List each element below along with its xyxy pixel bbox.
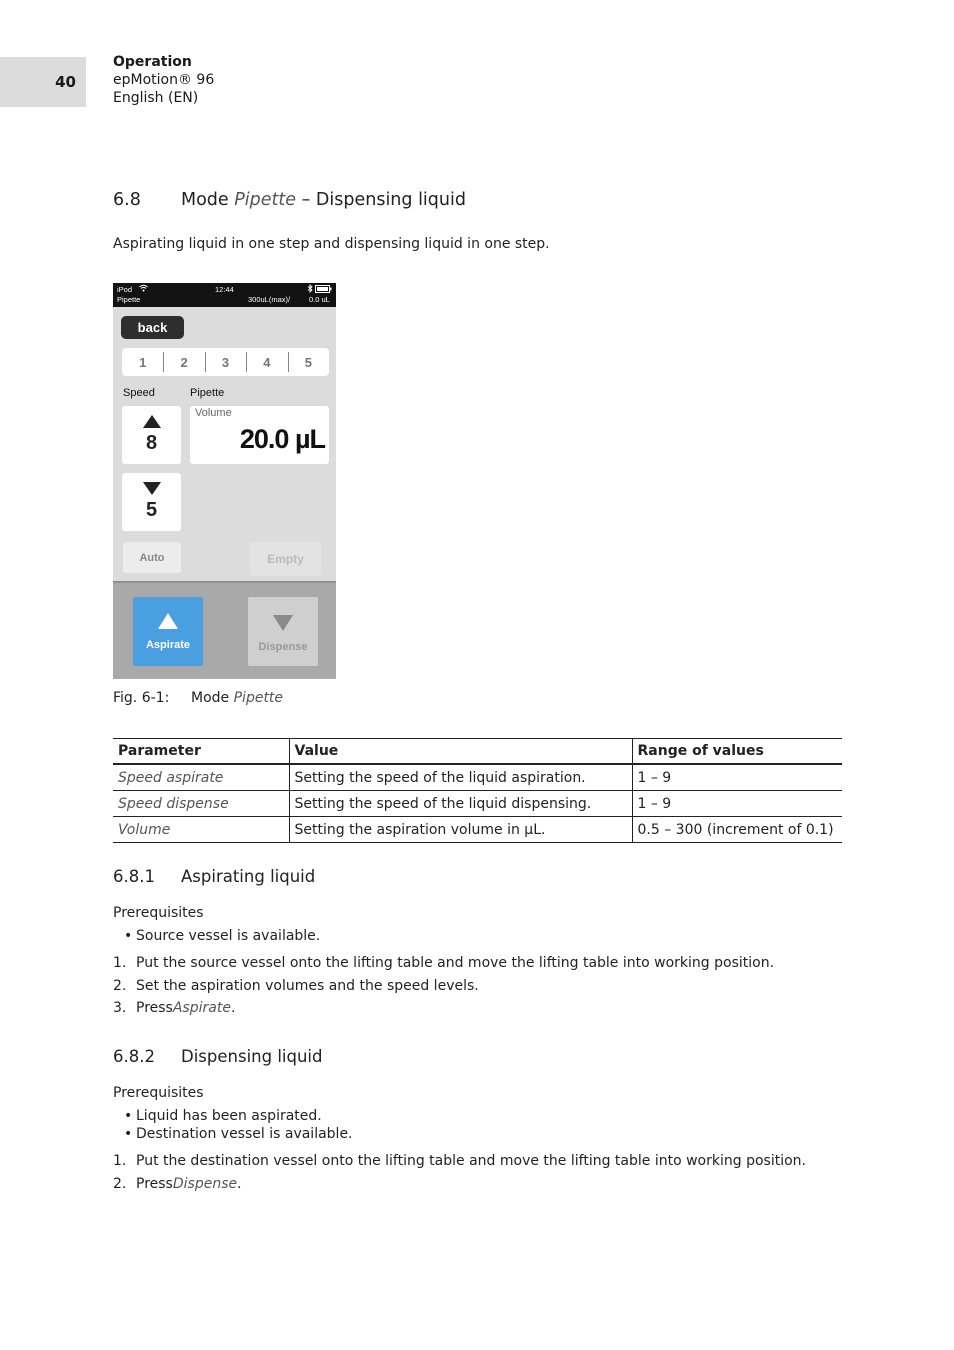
status-current-volume: 0.0 uL [309,295,330,304]
header-parameter: Parameter [113,739,289,765]
speed-aspirate-value: 8 [145,432,158,454]
section-title-suffix: – Dispensing liquid [296,190,466,210]
bluetooth-icon [307,284,313,295]
table-cell: 0.5 – 300 (increment of 0.1) [632,817,842,843]
tab-5[interactable]: 5 [288,348,329,376]
subsection-title: Aspirating liquid [181,867,316,886]
dispense-label: Dispense [258,640,308,653]
tab-3[interactable]: 3 [205,348,246,376]
dispense-down-icon [273,615,293,631]
table-cell: Setting the speed of the liquid aspiration. [289,764,632,791]
empty-button[interactable]: Empty [250,542,321,576]
speed-dispense-control[interactable] [122,473,181,531]
status-mode: Pipette [117,295,141,304]
section-intro: Aspirating liquid in one step and dispensing liquid in one step. [113,236,550,252]
header-value: Value [289,739,632,765]
speed-label: Speed [123,387,155,399]
figure-caption-text: Mode [191,690,234,706]
header-language: English (EN) [113,90,199,106]
back-button[interactable]: back [121,316,184,339]
aspirate-button[interactable] [133,597,203,666]
page-number: 40 [0,57,86,107]
volume-value: 20.0 µL [239,424,325,454]
table-row [113,764,842,791]
running-header [113,53,214,107]
status-time: 12:44 [215,285,234,294]
table-cell: Speed aspirate [113,764,289,791]
wifi-icon [139,284,148,294]
prerequisites-label: Prerequisites [113,1085,204,1101]
subsection-heading-aspirating [113,867,315,886]
subsection-number: 6.8.1 [113,867,155,886]
figure-caption-italic: Pipette [233,690,284,706]
table-cell: 1 – 9 [632,791,842,817]
table-cell: 1 – 9 [632,764,842,791]
table-header-row [113,739,842,765]
tab-2[interactable]: 2 [163,348,204,376]
figure-caption [113,690,283,706]
steps-list [113,952,774,1020]
list-item: 1. Put the source vessel onto the lifting table and move the lifting table into working position. [113,952,774,975]
action-bar [113,581,336,679]
table-row [113,791,842,817]
figure-number: Fig. 6-1: [113,690,170,706]
parameter-table [113,738,842,843]
prerequisites-list [113,1107,353,1143]
header-range: Range of values [632,739,842,765]
steps-list [113,1150,806,1195]
list-item [113,1173,806,1196]
table-cell: Speed dispense [113,791,289,817]
header-chapter: Operation [113,54,192,70]
auto-button[interactable]: Auto [123,542,181,573]
speed-aspirate-control[interactable] [122,406,181,464]
step-text: Put the destination vessel onto the lifting table and move the lifting table into working position. [136,1153,806,1169]
list-item: 1. Put the destination vessel onto the lifting table and move the lifting table into working position. [113,1150,806,1173]
step-number: 3. [113,1000,127,1016]
subsection-heading-dispensing [113,1047,322,1066]
pipette-mode-screenshot [113,283,336,679]
list-item: • Source vessel is available. [113,927,320,945]
step-italic: Aspirate [172,1000,231,1016]
prerequisites-label: Prerequisites [113,905,204,921]
battery-icon [315,285,332,295]
prerequisites-list [113,927,320,945]
section-title-italic: Pipette [234,190,297,210]
arrow-up-icon [143,415,161,428]
step-number: 2. [113,1175,127,1192]
section-title-prefix: Mode [181,190,235,210]
table-cell: Setting the aspiration volume in µL. [289,817,632,843]
arrow-down-icon [143,482,161,495]
status-bar [113,283,336,307]
program-tabs [122,348,329,376]
list-item: • Liquid has been aspirated. [113,1107,353,1125]
volume-label: Volume [195,407,232,419]
table-row [113,817,842,843]
list-item [113,997,774,1020]
aspirate-up-icon [158,613,178,629]
header-product: epMotion® 96 [113,72,215,88]
step-text: Put the source vessel onto the lifting table and move the lifting table into working position. [136,955,775,971]
table-cell: Volume [113,817,289,843]
pipette-label: Pipette [190,387,225,399]
step-italic: Dispense [172,1175,238,1192]
step-text: Press [136,1000,173,1016]
table-cell: Setting the speed of the liquid dispensing. [289,791,632,817]
subsection-title: Dispensing liquid [181,1047,323,1066]
dispense-button[interactable] [248,597,318,666]
list-item: • Destination vessel is available. [113,1125,353,1143]
section-heading [113,190,466,210]
tab-4[interactable]: 4 [246,348,287,376]
section-number: 6.8 [113,190,141,210]
aspirate-label: Aspirate [145,638,191,651]
step-text: Set the aspiration volumes and the speed levels. [136,977,479,994]
step-text: Press [136,1175,173,1192]
subsection-number: 6.8.2 [113,1047,155,1066]
volume-field[interactable] [190,406,329,464]
tab-1[interactable]: 1 [139,354,147,370]
step-suffix: . [230,1000,236,1016]
status-volume-info: 300uL(max)/ [248,295,291,304]
list-item: 2. Set the aspiration volumes and the speed levels. [113,975,774,998]
step-suffix: . [237,1175,242,1192]
speed-dispense-value: 5 [145,499,158,521]
status-device: iPod [117,285,133,294]
